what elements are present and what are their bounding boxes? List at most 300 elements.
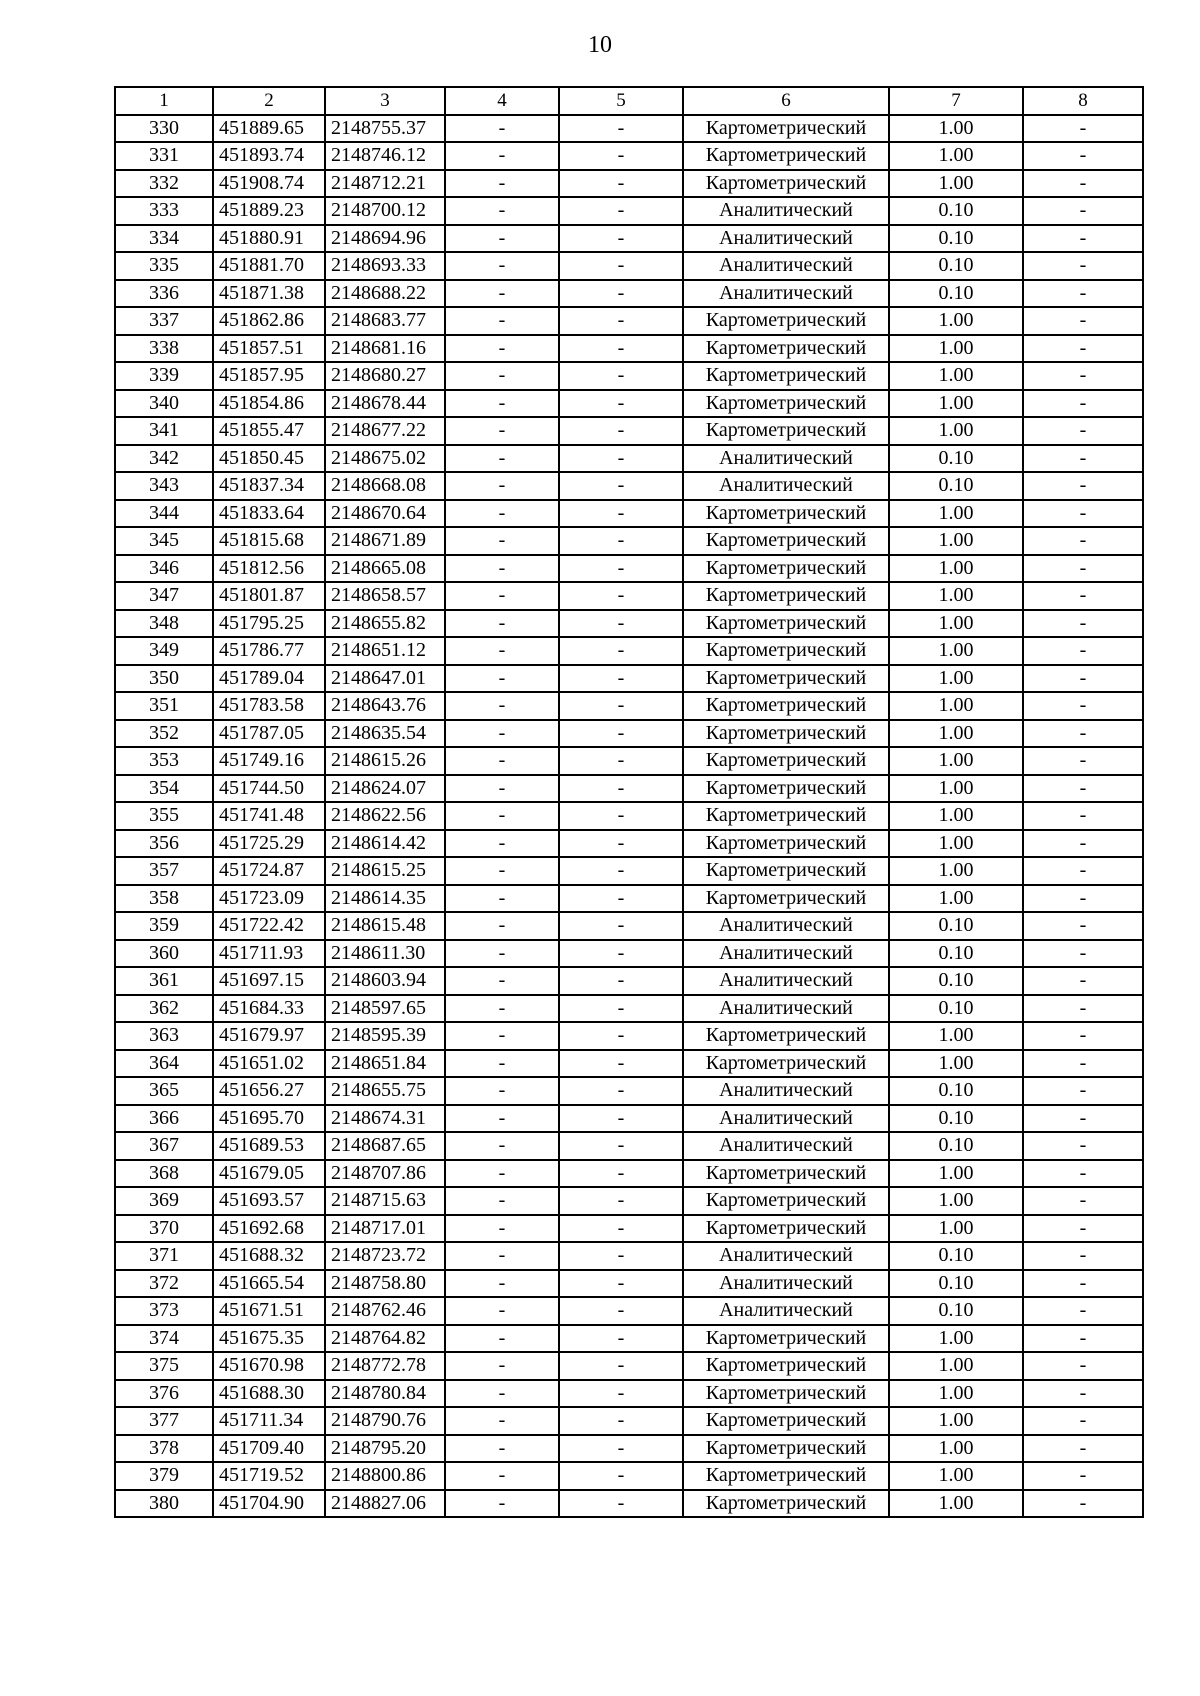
column-4-cell: - xyxy=(445,1490,559,1518)
column-8-cell: - xyxy=(1023,417,1143,445)
column-8-cell: - xyxy=(1023,1490,1143,1518)
accuracy-cell: 0.10 xyxy=(889,1077,1023,1105)
accuracy-cell: 0.10 xyxy=(889,967,1023,995)
point-number-cell: 347 xyxy=(115,582,213,610)
x-coordinate-cell: 451862.86 xyxy=(213,307,325,335)
x-coordinate-cell: 451789.04 xyxy=(213,665,325,693)
method-cell: Картометрический xyxy=(683,1490,889,1518)
point-number-cell: 341 xyxy=(115,417,213,445)
point-number-cell: 338 xyxy=(115,335,213,363)
point-number-cell: 348 xyxy=(115,610,213,638)
column-8-cell: - xyxy=(1023,637,1143,665)
point-number-cell: 340 xyxy=(115,390,213,418)
column-8-cell: - xyxy=(1023,362,1143,390)
method-cell: Картометрический xyxy=(683,307,889,335)
accuracy-cell: 0.10 xyxy=(889,225,1023,253)
method-cell: Аналитический xyxy=(683,1270,889,1298)
y-coordinate-cell: 2148651.12 xyxy=(325,637,445,665)
x-coordinate-cell: 451725.29 xyxy=(213,830,325,858)
method-cell: Картометрический xyxy=(683,637,889,665)
accuracy-cell: 1.00 xyxy=(889,1187,1023,1215)
column-5-cell: - xyxy=(559,445,683,473)
method-cell: Картометрический xyxy=(683,1435,889,1463)
column-5-cell: - xyxy=(559,775,683,803)
table-row xyxy=(115,1160,1143,1188)
column-5-cell: - xyxy=(559,335,683,363)
table-row xyxy=(115,610,1143,638)
column-8-cell: - xyxy=(1023,1462,1143,1490)
point-number-cell: 364 xyxy=(115,1050,213,1078)
column-5-cell: - xyxy=(559,1242,683,1270)
point-number-cell: 342 xyxy=(115,445,213,473)
y-coordinate-cell: 2148647.01 xyxy=(325,665,445,693)
accuracy-cell: 1.00 xyxy=(889,1352,1023,1380)
method-cell: Картометрический xyxy=(683,1022,889,1050)
column-4-cell: - xyxy=(445,1215,559,1243)
column-8-cell: - xyxy=(1023,1380,1143,1408)
column-5-cell: - xyxy=(559,1325,683,1353)
x-coordinate-cell: 451857.95 xyxy=(213,362,325,390)
x-coordinate-cell: 451880.91 xyxy=(213,225,325,253)
column-4-cell: - xyxy=(445,1352,559,1380)
y-coordinate-cell: 2148603.94 xyxy=(325,967,445,995)
column-8-cell: - xyxy=(1023,307,1143,335)
point-number-cell: 337 xyxy=(115,307,213,335)
y-coordinate-cell: 2148614.42 xyxy=(325,830,445,858)
table-row xyxy=(115,1435,1143,1463)
y-coordinate-cell: 2148758.80 xyxy=(325,1270,445,1298)
column-5-cell: - xyxy=(559,417,683,445)
accuracy-cell: 1.00 xyxy=(889,1215,1023,1243)
column-4-cell: - xyxy=(445,692,559,720)
point-number-cell: 369 xyxy=(115,1187,213,1215)
table-row xyxy=(115,1242,1143,1270)
point-number-cell: 356 xyxy=(115,830,213,858)
y-coordinate-cell: 2148827.06 xyxy=(325,1490,445,1518)
accuracy-cell: 0.10 xyxy=(889,940,1023,968)
accuracy-cell: 0.10 xyxy=(889,280,1023,308)
column-8-cell: - xyxy=(1023,1132,1143,1160)
x-coordinate-cell: 451722.42 xyxy=(213,912,325,940)
method-cell: Аналитический xyxy=(683,1297,889,1325)
accuracy-cell: 1.00 xyxy=(889,747,1023,775)
point-number-cell: 365 xyxy=(115,1077,213,1105)
column-5-cell: - xyxy=(559,555,683,583)
column-4-cell: - xyxy=(445,1297,559,1325)
y-coordinate-cell: 2148665.08 xyxy=(325,555,445,583)
x-coordinate-cell: 451665.54 xyxy=(213,1270,325,1298)
column-8-cell: - xyxy=(1023,500,1143,528)
y-coordinate-cell: 2148674.31 xyxy=(325,1105,445,1133)
column-8-cell: - xyxy=(1023,582,1143,610)
method-cell: Картометрический xyxy=(683,802,889,830)
column-4-cell: - xyxy=(445,857,559,885)
table-row xyxy=(115,142,1143,170)
table-row xyxy=(115,1105,1143,1133)
point-number-cell: 343 xyxy=(115,472,213,500)
table-row xyxy=(115,1380,1143,1408)
table-row xyxy=(115,1187,1143,1215)
column-5-cell: - xyxy=(559,967,683,995)
y-coordinate-cell: 2148780.84 xyxy=(325,1380,445,1408)
column-5-cell: - xyxy=(559,1352,683,1380)
method-cell: Картометрический xyxy=(683,170,889,198)
column-4-cell: - xyxy=(445,995,559,1023)
column-5-cell: - xyxy=(559,802,683,830)
column-5-cell: - xyxy=(559,720,683,748)
x-coordinate-cell: 451783.58 xyxy=(213,692,325,720)
table-row xyxy=(115,335,1143,363)
column-5-cell: - xyxy=(559,582,683,610)
y-coordinate-cell: 2148693.33 xyxy=(325,252,445,280)
x-coordinate-cell: 451854.86 xyxy=(213,390,325,418)
table-row xyxy=(115,1352,1143,1380)
accuracy-cell: 0.10 xyxy=(889,197,1023,225)
column-4-cell: - xyxy=(445,1325,559,1353)
x-coordinate-cell: 451837.34 xyxy=(213,472,325,500)
accuracy-cell: 1.00 xyxy=(889,1435,1023,1463)
column-8-cell: - xyxy=(1023,912,1143,940)
column-5-cell: - xyxy=(559,747,683,775)
table-row xyxy=(115,472,1143,500)
accuracy-cell: 1.00 xyxy=(889,802,1023,830)
column-4-cell: - xyxy=(445,1270,559,1298)
table-row xyxy=(115,225,1143,253)
column-8-cell: - xyxy=(1023,252,1143,280)
x-coordinate-cell: 451723.09 xyxy=(213,885,325,913)
x-coordinate-cell: 451711.93 xyxy=(213,940,325,968)
column-5-cell: - xyxy=(559,225,683,253)
point-number-cell: 354 xyxy=(115,775,213,803)
method-cell: Картометрический xyxy=(683,610,889,638)
column-header: 7 xyxy=(889,87,1023,115)
column-8-cell: - xyxy=(1023,692,1143,720)
point-number-cell: 375 xyxy=(115,1352,213,1380)
column-5-cell: - xyxy=(559,1160,683,1188)
y-coordinate-cell: 2148658.57 xyxy=(325,582,445,610)
method-cell: Картометрический xyxy=(683,747,889,775)
accuracy-cell: 1.00 xyxy=(889,527,1023,555)
column-8-cell: - xyxy=(1023,995,1143,1023)
accuracy-cell: 0.10 xyxy=(889,1105,1023,1133)
column-4-cell: - xyxy=(445,362,559,390)
point-number-cell: 357 xyxy=(115,857,213,885)
column-8-cell: - xyxy=(1023,1270,1143,1298)
y-coordinate-cell: 2148681.16 xyxy=(325,335,445,363)
accuracy-cell: 0.10 xyxy=(889,1132,1023,1160)
method-cell: Картометрический xyxy=(683,362,889,390)
point-number-cell: 339 xyxy=(115,362,213,390)
x-coordinate-cell: 451670.98 xyxy=(213,1352,325,1380)
column-4-cell: - xyxy=(445,500,559,528)
column-4-cell: - xyxy=(445,802,559,830)
column-header: 2 xyxy=(213,87,325,115)
accuracy-cell: 1.00 xyxy=(889,775,1023,803)
accuracy-cell: 0.10 xyxy=(889,995,1023,1023)
accuracy-cell: 1.00 xyxy=(889,582,1023,610)
point-number-cell: 363 xyxy=(115,1022,213,1050)
accuracy-cell: 1.00 xyxy=(889,1050,1023,1078)
method-cell: Картометрический xyxy=(683,1407,889,1435)
x-coordinate-cell: 451787.05 xyxy=(213,720,325,748)
column-4-cell: - xyxy=(445,967,559,995)
point-number-cell: 346 xyxy=(115,555,213,583)
column-header: 3 xyxy=(325,87,445,115)
column-4-cell: - xyxy=(445,830,559,858)
table-row xyxy=(115,802,1143,830)
column-4-cell: - xyxy=(445,637,559,665)
y-coordinate-cell: 2148668.08 xyxy=(325,472,445,500)
point-number-cell: 335 xyxy=(115,252,213,280)
x-coordinate-cell: 451908.74 xyxy=(213,170,325,198)
x-coordinate-cell: 451679.05 xyxy=(213,1160,325,1188)
table-row xyxy=(115,582,1143,610)
accuracy-cell: 0.10 xyxy=(889,252,1023,280)
column-5-cell: - xyxy=(559,1407,683,1435)
column-5-cell: - xyxy=(559,1132,683,1160)
method-cell: Аналитический xyxy=(683,967,889,995)
table-row xyxy=(115,940,1143,968)
column-5-cell: - xyxy=(559,1215,683,1243)
y-coordinate-cell: 2148700.12 xyxy=(325,197,445,225)
column-4-cell: - xyxy=(445,472,559,500)
point-number-cell: 367 xyxy=(115,1132,213,1160)
table-row xyxy=(115,1077,1143,1105)
column-8-cell: - xyxy=(1023,1105,1143,1133)
table-row xyxy=(115,527,1143,555)
column-4-cell: - xyxy=(445,335,559,363)
column-4-cell: - xyxy=(445,1435,559,1463)
point-number-cell: 380 xyxy=(115,1490,213,1518)
column-4-cell: - xyxy=(445,940,559,968)
y-coordinate-cell: 2148595.39 xyxy=(325,1022,445,1050)
column-8-cell: - xyxy=(1023,1352,1143,1380)
column-4-cell: - xyxy=(445,1407,559,1435)
method-cell: Аналитический xyxy=(683,1105,889,1133)
y-coordinate-cell: 2148688.22 xyxy=(325,280,445,308)
column-header: 1 xyxy=(115,87,213,115)
accuracy-cell: 1.00 xyxy=(889,692,1023,720)
y-coordinate-cell: 2148678.44 xyxy=(325,390,445,418)
point-number-cell: 368 xyxy=(115,1160,213,1188)
column-8-cell: - xyxy=(1023,802,1143,830)
x-coordinate-cell: 451881.70 xyxy=(213,252,325,280)
column-5-cell: - xyxy=(559,390,683,418)
column-5-cell: - xyxy=(559,1050,683,1078)
table-row xyxy=(115,362,1143,390)
y-coordinate-cell: 2148717.01 xyxy=(325,1215,445,1243)
column-5-cell: - xyxy=(559,252,683,280)
y-coordinate-cell: 2148680.27 xyxy=(325,362,445,390)
method-cell: Картометрический xyxy=(683,417,889,445)
table-body xyxy=(115,87,1143,1517)
accuracy-cell: 1.00 xyxy=(889,500,1023,528)
column-5-cell: - xyxy=(559,115,683,143)
point-number-cell: 362 xyxy=(115,995,213,1023)
x-coordinate-cell: 451693.57 xyxy=(213,1187,325,1215)
y-coordinate-cell: 2148615.26 xyxy=(325,747,445,775)
column-8-cell: - xyxy=(1023,967,1143,995)
column-5-cell: - xyxy=(559,1462,683,1490)
column-4-cell: - xyxy=(445,610,559,638)
x-coordinate-cell: 451711.34 xyxy=(213,1407,325,1435)
column-8-cell: - xyxy=(1023,720,1143,748)
column-4-cell: - xyxy=(445,1105,559,1133)
point-number-cell: 373 xyxy=(115,1297,213,1325)
y-coordinate-cell: 2148790.76 xyxy=(325,1407,445,1435)
column-4-cell: - xyxy=(445,527,559,555)
y-coordinate-cell: 2148651.84 xyxy=(325,1050,445,1078)
column-8-cell: - xyxy=(1023,830,1143,858)
column-8-cell: - xyxy=(1023,280,1143,308)
x-coordinate-cell: 451704.90 xyxy=(213,1490,325,1518)
y-coordinate-cell: 2148715.63 xyxy=(325,1187,445,1215)
accuracy-cell: 1.00 xyxy=(889,142,1023,170)
column-5-cell: - xyxy=(559,912,683,940)
column-4-cell: - xyxy=(445,1187,559,1215)
column-5-cell: - xyxy=(559,170,683,198)
table-row xyxy=(115,252,1143,280)
table-row xyxy=(115,1215,1143,1243)
y-coordinate-cell: 2148615.48 xyxy=(325,912,445,940)
column-5-cell: - xyxy=(559,665,683,693)
column-4-cell: - xyxy=(445,1022,559,1050)
column-5-cell: - xyxy=(559,362,683,390)
x-coordinate-cell: 451724.87 xyxy=(213,857,325,885)
point-number-cell: 332 xyxy=(115,170,213,198)
column-4-cell: - xyxy=(445,775,559,803)
accuracy-cell: 1.00 xyxy=(889,1325,1023,1353)
x-coordinate-cell: 451801.87 xyxy=(213,582,325,610)
table-row xyxy=(115,665,1143,693)
accuracy-cell: 1.00 xyxy=(889,307,1023,335)
table-row xyxy=(115,637,1143,665)
accuracy-cell: 1.00 xyxy=(889,857,1023,885)
x-coordinate-cell: 451709.40 xyxy=(213,1435,325,1463)
column-4-cell: - xyxy=(445,252,559,280)
column-4-cell: - xyxy=(445,1050,559,1078)
column-4-cell: - xyxy=(445,665,559,693)
column-4-cell: - xyxy=(445,142,559,170)
column-4-cell: - xyxy=(445,885,559,913)
column-8-cell: - xyxy=(1023,1407,1143,1435)
point-number-cell: 351 xyxy=(115,692,213,720)
method-cell: Аналитический xyxy=(683,252,889,280)
table-row xyxy=(115,692,1143,720)
y-coordinate-cell: 2148755.37 xyxy=(325,115,445,143)
point-number-cell: 349 xyxy=(115,637,213,665)
method-cell: Аналитический xyxy=(683,445,889,473)
x-coordinate-cell: 451889.23 xyxy=(213,197,325,225)
table-row xyxy=(115,1325,1143,1353)
accuracy-cell: 0.10 xyxy=(889,472,1023,500)
accuracy-cell: 0.10 xyxy=(889,912,1023,940)
column-8-cell: - xyxy=(1023,857,1143,885)
point-number-cell: 345 xyxy=(115,527,213,555)
method-cell: Картометрический xyxy=(683,1187,889,1215)
x-coordinate-cell: 451855.47 xyxy=(213,417,325,445)
x-coordinate-cell: 451815.68 xyxy=(213,527,325,555)
table-row xyxy=(115,995,1143,1023)
table-row xyxy=(115,1462,1143,1490)
point-number-cell: 361 xyxy=(115,967,213,995)
method-cell: Картометрический xyxy=(683,335,889,363)
column-5-cell: - xyxy=(559,142,683,170)
column-8-cell: - xyxy=(1023,1215,1143,1243)
x-coordinate-cell: 451786.77 xyxy=(213,637,325,665)
accuracy-cell: 1.00 xyxy=(889,720,1023,748)
table-row xyxy=(115,170,1143,198)
column-8-cell: - xyxy=(1023,1160,1143,1188)
method-cell: Картометрический xyxy=(683,1352,889,1380)
method-cell: Аналитический xyxy=(683,1132,889,1160)
accuracy-cell: 1.00 xyxy=(889,1462,1023,1490)
column-8-cell: - xyxy=(1023,1187,1143,1215)
y-coordinate-cell: 2148800.86 xyxy=(325,1462,445,1490)
column-5-cell: - xyxy=(559,857,683,885)
accuracy-cell: 1.00 xyxy=(889,115,1023,143)
point-number-cell: 344 xyxy=(115,500,213,528)
column-4-cell: - xyxy=(445,390,559,418)
table-row xyxy=(115,197,1143,225)
accuracy-cell: 1.00 xyxy=(889,417,1023,445)
x-coordinate-cell: 451744.50 xyxy=(213,775,325,803)
table-row xyxy=(115,1490,1143,1518)
column-4-cell: - xyxy=(445,720,559,748)
column-5-cell: - xyxy=(559,1435,683,1463)
accuracy-cell: 0.10 xyxy=(889,1297,1023,1325)
accuracy-cell: 1.00 xyxy=(889,885,1023,913)
x-coordinate-cell: 451656.27 xyxy=(213,1077,325,1105)
column-8-cell: - xyxy=(1023,115,1143,143)
column-4-cell: - xyxy=(445,197,559,225)
column-5-cell: - xyxy=(559,472,683,500)
column-4-cell: - xyxy=(445,912,559,940)
point-number-cell: 377 xyxy=(115,1407,213,1435)
column-4-cell: - xyxy=(445,1077,559,1105)
column-8-cell: - xyxy=(1023,142,1143,170)
point-number-cell: 370 xyxy=(115,1215,213,1243)
y-coordinate-cell: 2148614.35 xyxy=(325,885,445,913)
method-cell: Картометрический xyxy=(683,390,889,418)
table-row xyxy=(115,857,1143,885)
method-cell: Картометрический xyxy=(683,1160,889,1188)
column-5-cell: - xyxy=(559,280,683,308)
column-5-cell: - xyxy=(559,610,683,638)
y-coordinate-cell: 2148655.82 xyxy=(325,610,445,638)
y-coordinate-cell: 2148694.96 xyxy=(325,225,445,253)
column-8-cell: - xyxy=(1023,775,1143,803)
x-coordinate-cell: 451795.25 xyxy=(213,610,325,638)
accuracy-cell: 1.00 xyxy=(889,390,1023,418)
x-coordinate-cell: 451857.51 xyxy=(213,335,325,363)
point-number-cell: 376 xyxy=(115,1380,213,1408)
method-cell: Картометрический xyxy=(683,527,889,555)
x-coordinate-cell: 451871.38 xyxy=(213,280,325,308)
point-number-cell: 352 xyxy=(115,720,213,748)
column-8-cell: - xyxy=(1023,1297,1143,1325)
column-5-cell: - xyxy=(559,1187,683,1215)
table-row xyxy=(115,1132,1143,1160)
y-coordinate-cell: 2148671.89 xyxy=(325,527,445,555)
method-cell: Аналитический xyxy=(683,912,889,940)
accuracy-cell: 1.00 xyxy=(889,1160,1023,1188)
column-5-cell: - xyxy=(559,1270,683,1298)
y-coordinate-cell: 2148597.65 xyxy=(325,995,445,1023)
point-number-cell: 366 xyxy=(115,1105,213,1133)
method-cell: Аналитический xyxy=(683,995,889,1023)
column-8-cell: - xyxy=(1023,527,1143,555)
